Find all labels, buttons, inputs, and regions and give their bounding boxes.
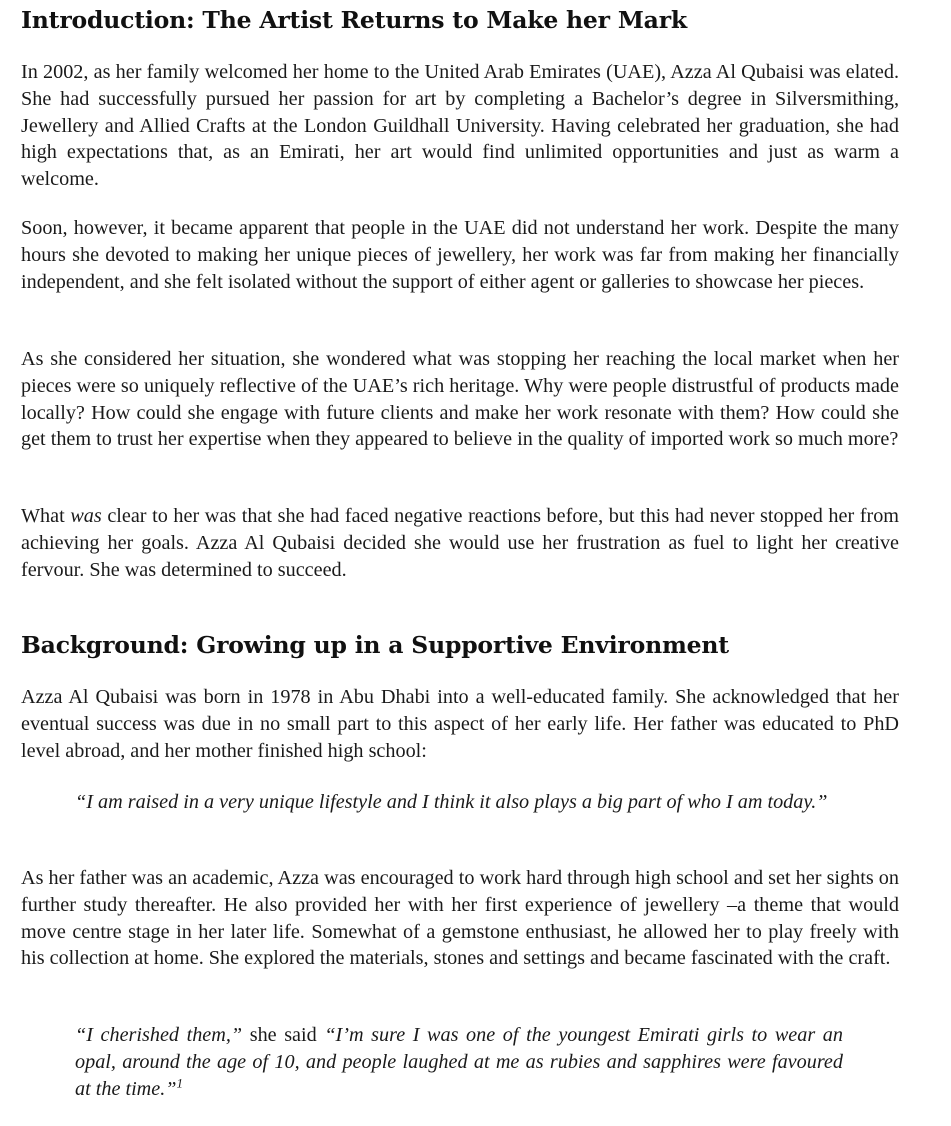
block-quote-1-text: “I am raised in a very unique lifestyle and I think it also plays a big part of who I am today.” xyxy=(75,791,828,813)
section-heading-introduction: Introduction: The Artist Returns to Make her Mark xyxy=(21,6,687,34)
intro-paragraph-3: As she considered her situation, she wondered what was stopping her reaching the local market when her pieces were so uniquely reflective of the UAE’s rich heritage. Why were people distrustful of products made locally? How could she engage with future clients and make her work resonate with them? How could she get them to trust her expertise when they appeared to believe in the quality of imported work so much more? xyxy=(21,348,899,451)
block-quote-2-part-c: “I’m sure I was one of the youngest Emirati girls to wear an opal, around the age of 10, and people laughed at me as rubies and sapphires were favoured at the time.” xyxy=(75,1024,843,1100)
intro-paragraph-4-rest: clear to her was that she had faced negative reactions before, but this had never stopped her from achieving her goals. Azza Al Qubaisi decided she would use her frustration as fuel to light her creative fervour. She was determined to succeed. xyxy=(21,505,900,581)
background-paragraph-1: Azza Al Qubaisi was born in 1978 in Abu Dhabi into a well-educated family. She acknowledged that her eventual success was due in no small part to this aspect of her early life. Her father was educated to PhD level abroad, and her mother finished high school: xyxy=(21,686,899,762)
block-quote-1 xyxy=(75,789,843,816)
intro-paragraph-4 xyxy=(21,503,899,583)
intro-paragraph-2: Soon, however, it became apparent that people in the UAE did not understand her work. Despite the many hours she devoted to making her unique pieces of jewellery, her work was far from making her financially independent, and she felt isolated without the support of either agent or galleries to showcase her pieces. xyxy=(21,217,899,293)
background-paragraph-2: As her father was an academic, Azza was encouraged to work hard through high school and set her sights on further study thereafter. He also provided her with her first experience of jewellery –a theme that would move centre stage in her later life. Somewhat of a gemstone enthusiast, he allowed her to play freely with his collection at home. She explored the materials, stones and settings and became fascinated with the craft. xyxy=(21,867,899,970)
section-heading-background: Background: Growing up in a Supportive Environment xyxy=(21,631,729,659)
footnote-reference[interactable]: 1 xyxy=(176,1074,183,1090)
block-quote-2 xyxy=(75,1022,843,1102)
block-quote-2-attribution: she said xyxy=(242,1024,325,1046)
intro-paragraph-4-start: What xyxy=(21,505,71,527)
block-quote-2-part-a: “I cherished them,” xyxy=(75,1024,243,1046)
intro-paragraph-4-emphasis: was xyxy=(70,505,102,527)
intro-paragraph-1: In 2002, as her family welcomed her home to the United Arab Emirates (UAE), Azza Al Qubaisi was elated. She had successfully pursued her passion for art by completing a Bachelor’s degree in Silversmithing, Jewellery and Allied Crafts at the London Guildhall University. Having celebrated her graduation, she had high expectations that, as an Emirati, her art would find unlimited opportunities and just as warm a welcome. xyxy=(21,61,899,191)
